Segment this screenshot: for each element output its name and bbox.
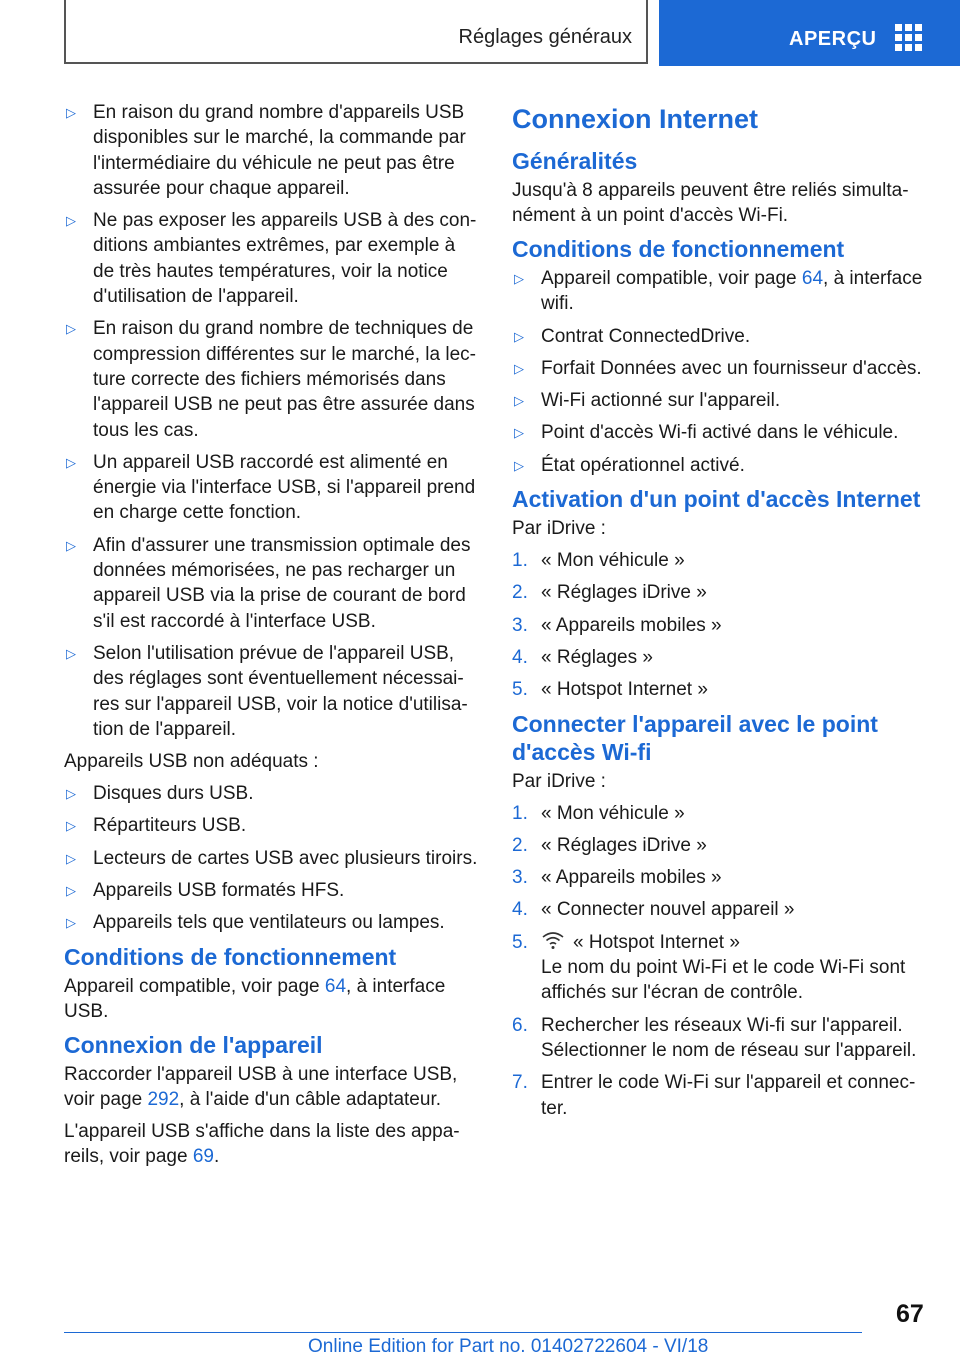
page-link[interactable]: 292 bbox=[147, 1088, 180, 1110]
internet-conditions-list bbox=[512, 266, 926, 478]
usb-conditions-heading: Conditions de fonctionnement bbox=[64, 943, 397, 970]
list-item: ▷ En raison du grand nombre de techniques de compression différentes sur le marché, la lecture correcte des fichiers mémorisés dans l'appareil USB ne peut pas être assurée dans tous les cas. bbox=[66, 318, 476, 441]
connect-device-heading: Connecter l'appareil avec le point d'accès Wi-fi bbox=[512, 710, 878, 765]
section-title: Réglages généraux bbox=[458, 26, 632, 48]
triangle-bullet-icon: ▷ bbox=[66, 321, 76, 337]
right-column bbox=[512, 100, 926, 1128]
overview-tab[interactable] bbox=[659, 0, 960, 66]
triangle-bullet-icon: ▷ bbox=[514, 360, 524, 376]
page-link[interactable]: 64 bbox=[324, 975, 347, 997]
activation-heading: Activation d'un point d'accès Internet bbox=[512, 486, 921, 513]
list-item: 4. « Connecter nouvel appareil » bbox=[512, 899, 795, 921]
footer-divider bbox=[64, 1332, 862, 1333]
triangle-bullet-icon: ▷ bbox=[66, 213, 76, 229]
step-note: Le nom du point Wi-Fi et le code Wi-Fi sont affichés sur l'écran de contrôle. bbox=[541, 957, 906, 1004]
list-item: ▷ En raison du grand nombre d'appareils USB disponibles sur le marché, la commande par l'intermédiaire du véhicule ne peut pas être assurée pour chaque appareil. bbox=[66, 102, 466, 199]
list-item: ▷ Ne pas exposer les appareils USB à des conditions ambiantes extrêmes, par exemple à de très hautes températures, voir la notice d'utilisation de l'appareil. bbox=[66, 210, 477, 308]
list-item: 2. « Réglages iDrive » bbox=[512, 582, 707, 604]
section-header-box bbox=[64, 0, 648, 64]
edition-footer: Online Edition for Part no. 01402722604 - VI/18 bbox=[308, 1336, 709, 1357]
unsuitable-devices-label: Appareils USB non adéquats : bbox=[64, 751, 319, 773]
triangle-bullet-icon: ▷ bbox=[66, 645, 76, 661]
connect-intro: Par iDrive : bbox=[512, 770, 606, 792]
triangle-bullet-icon: ▷ bbox=[66, 883, 76, 899]
list-item: ▷ Forfait Données avec un fournisseur d'accès. bbox=[514, 357, 922, 379]
list-item: 5. « Hotspot Internet » Le nom du point Wi-Fi et le code Wi-Fi sont affichés sur l'écran de contrôle. bbox=[512, 931, 906, 1004]
list-item: 7. Entrer le code Wi-Fi sur l'appareil et connecter. bbox=[512, 1072, 916, 1119]
list-item: ▷ Appareils USB formatés HFS. bbox=[66, 880, 345, 902]
list-item: 1. « Mon véhicule » bbox=[512, 802, 685, 824]
triangle-bullet-icon: ▷ bbox=[514, 425, 524, 441]
usb-list-text: L'appareil USB s'affiche dans la liste des appareils, voir page 69. bbox=[64, 1120, 460, 1167]
triangle-bullet-icon: ▷ bbox=[66, 105, 76, 120]
triangle-bullet-icon: ▷ bbox=[66, 786, 76, 802]
internet-conditions-heading: Conditions de fonctionnement bbox=[512, 236, 845, 262]
list-item: ▷ Wi-Fi actionné sur l'appareil. bbox=[514, 390, 781, 412]
triangle-bullet-icon: ▷ bbox=[514, 393, 524, 409]
list-item: 3. « Appareils mobiles » bbox=[512, 614, 722, 636]
list-item: ▷ Selon l'utilisation prévue de l'appareil USB, des réglages sont éventuellement nécessaires sur l'appareil USB, voir la notice d'utilisation de l'appareil. bbox=[66, 642, 468, 740]
grid-icon bbox=[895, 24, 923, 52]
list-item: ▷ Un appareil USB raccordé est alimenté en énergie via l'interface USB, si l'appareil prend en charge cette fonction. bbox=[66, 451, 476, 524]
triangle-bullet-icon: ▷ bbox=[66, 537, 76, 553]
list-item: 3. « Appareils mobiles » bbox=[512, 867, 722, 889]
unsuitable-devices-list bbox=[64, 781, 480, 935]
wifi-icon bbox=[541, 930, 565, 950]
list-item: ▷ Disques durs USB. bbox=[66, 783, 254, 805]
triangle-bullet-icon: ▷ bbox=[66, 818, 76, 834]
page-header bbox=[0, 0, 960, 66]
list-item: 5. « Hotspot Internet » bbox=[512, 679, 708, 701]
list-item: 4. « Réglages » bbox=[512, 646, 653, 668]
triangle-bullet-icon: ▷ bbox=[514, 271, 524, 286]
usb-conditions-text: Appareil compatible, voir page 64, à interface USB. bbox=[64, 975, 446, 1022]
general-heading: Généralités bbox=[512, 148, 638, 174]
page-link[interactable]: 69 bbox=[192, 1145, 214, 1167]
triangle-bullet-icon: ▷ bbox=[514, 457, 524, 473]
usb-connection-text: Raccorder l'appareil USB à une interface USB, voir page 292, à l'aide d'un câble adaptateur. bbox=[64, 1063, 458, 1110]
list-item: 1. « Mon véhicule » bbox=[512, 550, 685, 572]
triangle-bullet-icon: ▷ bbox=[66, 850, 76, 866]
list-item: ▷ Appareil compatible, voir page 64, à interface wifi. bbox=[514, 268, 923, 315]
list-item: ▷ Appareils tels que ventilateurs ou lampes. bbox=[66, 912, 445, 934]
left-column bbox=[64, 100, 480, 1176]
activation-intro: Par iDrive : bbox=[512, 518, 606, 540]
overview-tab-label: APERÇU bbox=[789, 28, 877, 50]
connect-steps bbox=[512, 801, 926, 1121]
list-item: ▷ Point d'accès Wi-fi activé dans le véhicule. bbox=[514, 422, 899, 444]
usb-connection-heading: Connexion de l'appareil bbox=[64, 1031, 323, 1058]
list-item: ▷ État opérationnel activé. bbox=[514, 454, 745, 476]
list-item: ▷ Lecteurs de cartes USB avec plusieurs tiroirs. bbox=[66, 847, 478, 869]
triangle-bullet-icon: ▷ bbox=[66, 454, 76, 470]
page-title: Connexion Internet bbox=[512, 104, 759, 134]
triangle-bullet-icon: ▷ bbox=[66, 915, 76, 931]
triangle-bullet-icon: ▷ bbox=[514, 328, 524, 344]
general-text: Jusqu'à 8 appareils peuvent être reliés simultanément à un point d'accès Wi-Fi. bbox=[512, 180, 909, 226]
list-item: ▷ Afin d'assurer une transmission optimale des données mémorisées, ne pas recharger un appareil USB via la prise de courant de bord s'il est raccordé à l'interface USB. bbox=[66, 534, 471, 632]
usb-notes-list bbox=[64, 100, 480, 742]
page-link[interactable]: 64 bbox=[801, 268, 824, 289]
list-item: 2. « Réglages iDrive » bbox=[512, 834, 707, 856]
list-item: ▷ Répartiteurs USB. bbox=[66, 815, 247, 837]
page-number: 67 bbox=[896, 1300, 924, 1328]
list-item: 6. Rechercher les réseaux Wi-fi sur l'appareil. Sélectionner le nom de réseau sur l'appareil. bbox=[512, 1014, 917, 1061]
list-item: ▷ Contrat ConnectedDrive. bbox=[514, 325, 751, 347]
activation-steps bbox=[512, 548, 926, 702]
